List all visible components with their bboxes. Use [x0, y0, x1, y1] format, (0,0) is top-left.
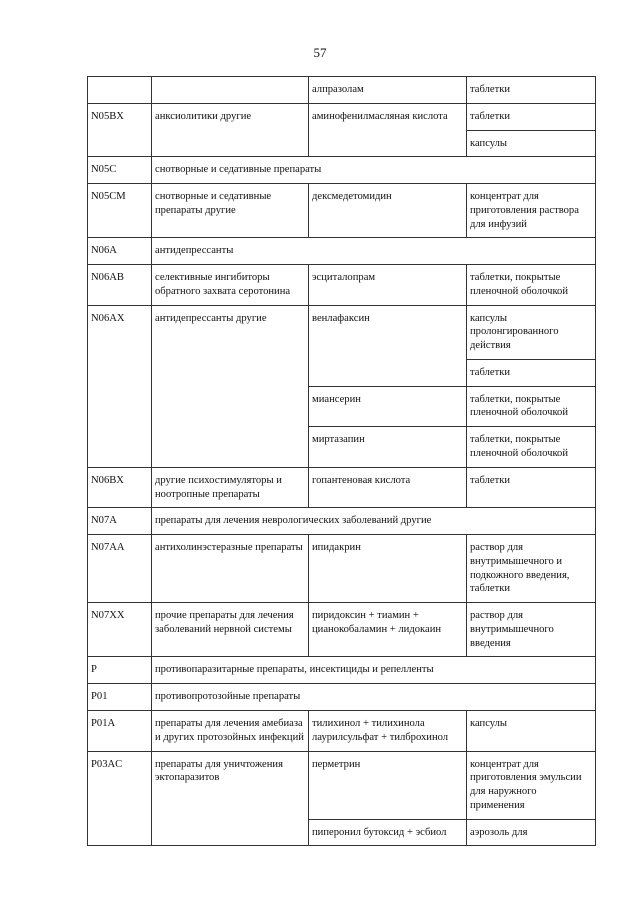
atc-code-cell: N06A	[88, 238, 152, 265]
atc-code-cell: N07AA	[88, 535, 152, 603]
atc-code-cell: P01A	[88, 710, 152, 751]
table-row	[88, 684, 596, 711]
group-cell: препараты для лечения неврологических заболеваний другие	[152, 508, 596, 535]
drug-cell: тилихинол + тилихинола лаурилсульфат + тилброхинол	[309, 710, 467, 751]
dosage-form-cell: капсулы пролонгированного действия	[467, 305, 596, 359]
dosage-form-cell: таблетки	[467, 77, 596, 104]
dosage-form-cell: капсулы	[467, 710, 596, 751]
table-row	[88, 603, 596, 657]
dosage-form-cell: аэрозоль для	[467, 819, 596, 846]
atc-code-cell: N06BX	[88, 467, 152, 508]
drug-cell: эсциталопрам	[309, 265, 467, 306]
table-row	[88, 508, 596, 535]
dosage-form-cell: таблетки, покрытые пленочной оболочкой	[467, 427, 596, 468]
dosage-form-cell: таблетки	[467, 467, 596, 508]
group-cell: антихолинэстеразные препараты	[152, 535, 309, 603]
atc-code-cell: N05CM	[88, 184, 152, 238]
drug-cell: пиридоксин + тиамин + цианокобаламин + лидокаин	[309, 603, 467, 657]
drug-cell: миртазапин	[309, 427, 467, 468]
table-row	[88, 103, 596, 130]
atc-code-cell: N07A	[88, 508, 152, 535]
group-cell: антидепрессанты	[152, 238, 596, 265]
group-cell: снотворные и седативные препараты другие	[152, 184, 309, 238]
group-cell	[152, 77, 309, 104]
table-row	[88, 467, 596, 508]
table-row	[88, 265, 596, 306]
atc-code-cell: N06AX	[88, 305, 152, 467]
dosage-form-cell: таблетки, покрытые пленочной оболочкой	[467, 386, 596, 427]
table-row	[88, 535, 596, 603]
atc-code-cell: N06AB	[88, 265, 152, 306]
dosage-form-cell: капсулы	[467, 130, 596, 157]
drug-cell: гопантеновая кислота	[309, 467, 467, 508]
drug-cell: венлафаксин	[309, 305, 467, 386]
group-cell: селективные ингибиторы обратного захвата серотонина	[152, 265, 309, 306]
group-cell: другие психостимуляторы и ноотропные препараты	[152, 467, 309, 508]
table-row	[88, 710, 596, 751]
group-cell: прочие препараты для лечения заболеваний нервной системы	[152, 603, 309, 657]
drug-table	[87, 76, 596, 846]
atc-code-cell: N05C	[88, 157, 152, 184]
group-cell: противопротозойные препараты	[152, 684, 596, 711]
group-cell: антидепрессанты другие	[152, 305, 309, 467]
table-row	[88, 184, 596, 238]
atc-code-cell: N05BX	[88, 103, 152, 157]
table-row	[88, 305, 596, 359]
dosage-form-cell: таблетки, покрытые пленочной оболочкой	[467, 265, 596, 306]
dosage-form-cell: таблетки	[467, 103, 596, 130]
atc-code-cell	[88, 77, 152, 104]
table-row	[88, 657, 596, 684]
dosage-form-cell: концентрат для приготовления раствора для инфузий	[467, 184, 596, 238]
table-row	[88, 238, 596, 265]
table-row	[88, 157, 596, 184]
atc-code-cell: P	[88, 657, 152, 684]
atc-code-cell: N07XX	[88, 603, 152, 657]
drug-cell: миансерин	[309, 386, 467, 427]
dosage-form-cell: раствор для внутримышечного и подкожного введения, таблетки	[467, 535, 596, 603]
drug-cell: алпразолам	[309, 77, 467, 104]
group-cell: снотворные и седативные препараты	[152, 157, 596, 184]
drug-cell: аминофенилмасляная кислота	[309, 103, 467, 157]
dosage-form-cell: таблетки	[467, 359, 596, 386]
drug-cell: перметрин	[309, 751, 467, 819]
group-cell: анксиолитики другие	[152, 103, 309, 157]
group-cell: препараты для уничтожения эктопаразитов	[152, 751, 309, 846]
drug-cell: пиперонил бутоксид + эсбиол	[309, 819, 467, 846]
atc-code-cell: P01	[88, 684, 152, 711]
drug-cell: дексмедетомидин	[309, 184, 467, 238]
table-row	[88, 751, 596, 819]
table-row	[88, 77, 596, 104]
drug-cell: ипидакрин	[309, 535, 467, 603]
page-number: 57	[313, 45, 327, 60]
group-cell: препараты для лечения амебиаза и других протозойных инфекций	[152, 710, 309, 751]
dosage-form-cell: концентрат для приготовления эмульсии для наружного применения	[467, 751, 596, 819]
dosage-form-cell: раствор для внутримышечного введения	[467, 603, 596, 657]
atc-code-cell: P03AC	[88, 751, 152, 846]
group-cell: противопаразитарные препараты, инсектициды и репелленты	[152, 657, 596, 684]
